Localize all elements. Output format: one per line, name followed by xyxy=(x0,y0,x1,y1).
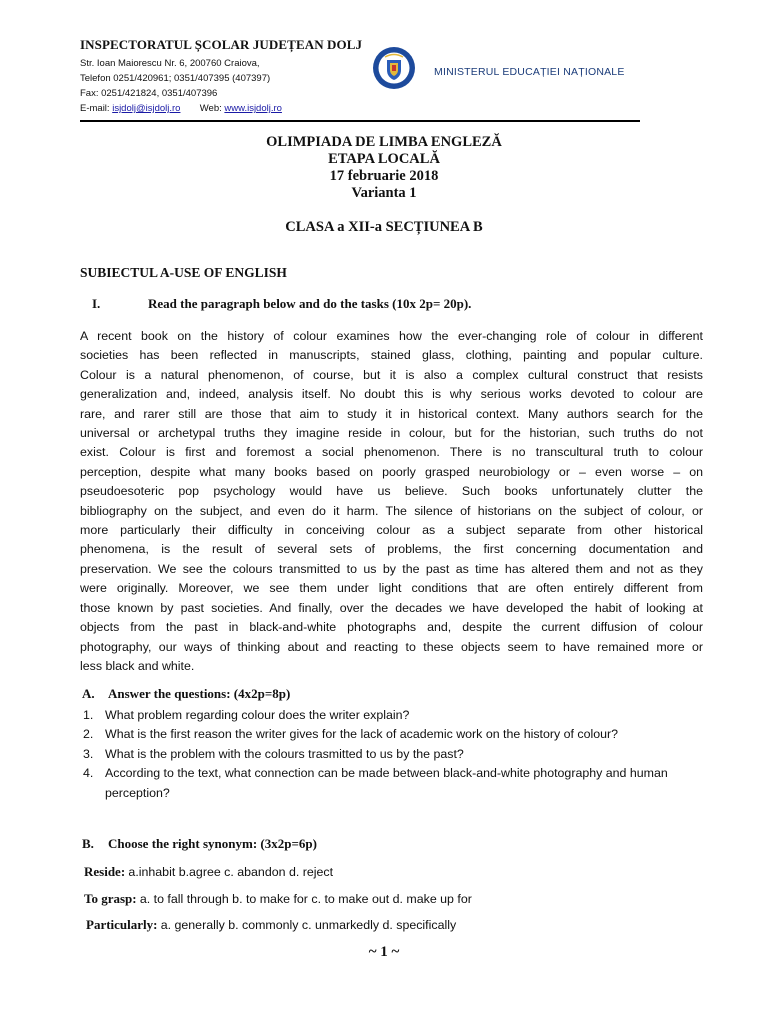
question-number: 1. xyxy=(83,708,94,722)
paragraph-line: rare, and rarer still are those that aim to study it in historical context. Many authors search for the xyxy=(80,406,703,421)
question-text: What problem regarding colour does the writer explain? xyxy=(105,708,410,722)
paragraph-line: bibliography on the subject, and even do it harm. The silence of historians on the subject of colour, or xyxy=(80,503,703,518)
address-line: Str. Ioan Maiorescu Nr. 6, 200760 Craiova, xyxy=(80,58,260,69)
section-a-letter: A. xyxy=(82,686,95,701)
ministry-name: MINISTERUL EDUCAȚIEI NAȚIONALE xyxy=(434,66,625,78)
olympiad-title-block xyxy=(0,134,768,202)
contact-line xyxy=(80,101,380,116)
reading-paragraph xyxy=(80,327,703,676)
question-number: 4. xyxy=(83,766,94,781)
section-b-letter: B. xyxy=(82,836,94,851)
phone-line: Telefon 0251/420961; 0351/407395 (407397) xyxy=(80,73,271,84)
web-link[interactable]: www.isjdolj.ro xyxy=(224,103,282,114)
paragraph-line: generalization and, indeed, analysis itself. No doubt this is why serious works devoted to colour are xyxy=(80,387,703,402)
question-text: What is the first reason the writer gives for the lack of academic work on the history of colour? xyxy=(105,727,619,742)
paragraph-line: societies has been reflected in manuscripts, stained glass, clothing, painting and popular culture. xyxy=(80,348,703,363)
question-item xyxy=(80,745,703,764)
synonym-word: To grasp: xyxy=(84,891,137,906)
section-b-heading xyxy=(80,836,317,852)
stage-title: ETAPA LOCALĂ xyxy=(328,151,440,167)
exam-date: 17 februarie 2018 xyxy=(329,168,439,184)
email-label: E-mail: xyxy=(80,103,110,114)
question-number: 3. xyxy=(83,746,94,761)
synonym-word: Reside: xyxy=(84,864,126,879)
task-number: I. xyxy=(92,296,101,311)
paragraph-line: those known by past societies. And finally, over the decades we have developed the habit of looking at xyxy=(80,600,703,615)
paragraph-line: preservation. We see the colours transmitted to us by the past as time has altered them and not as they xyxy=(80,561,703,576)
paragraph-line: objects from the past in black-and-white photographs and, despite the current diffusion of colour xyxy=(80,620,703,635)
paragraph-line: photography, our ways of thinking about and reacting to these objects seem to have remained more or xyxy=(80,639,703,654)
paragraph-line: more particularly their difficulty in conceiving colour as a subject separate from other historical xyxy=(80,523,703,538)
synonym-options: a. to fall through b. to make for c. to make out d. make up for xyxy=(139,892,472,906)
olympiad-title: OLIMPIADA DE LIMBA ENGLEZĂ xyxy=(266,134,502,150)
government-crest-icon xyxy=(372,46,416,90)
section-a-heading xyxy=(80,686,290,702)
paragraph-line: pseudoesoteric pop psychology would have us believe. Such books unfortunately clutter the xyxy=(80,484,703,499)
synonym-item-to-grasp xyxy=(84,891,472,907)
letterhead-contact-block xyxy=(80,37,380,116)
paragraph-line: phenomena, is the result of several sets of problems, the first concerning documentation and xyxy=(80,542,703,557)
paragraph-line: less black and white. xyxy=(80,658,195,673)
question-text: What is the problem with the colours trasmitted to us by the past? xyxy=(105,746,464,761)
question-item xyxy=(80,706,703,725)
paragraph-line: universal or archetypal truths they imagine reside in colour, but for the historian, such truths do not xyxy=(80,426,703,441)
subject-heading: SUBIECTUL A-USE OF ENGLISH xyxy=(80,265,287,280)
paragraph-line: Colour is a natural phenomenon, of course, but it is also a complex cultural construct that resists xyxy=(80,367,703,382)
task-instruction: Read the paragraph below and do the tasks (10x 2p= 20p). xyxy=(148,296,472,311)
synonym-word: Particularly: xyxy=(86,917,158,932)
fax-line: Fax: 0251/421824, 0351/407396 xyxy=(80,88,218,99)
class-section-title: CLASA a XII-a SECȚIUNEA B xyxy=(285,219,483,235)
question-item xyxy=(80,725,703,744)
synonym-options: a. generally b. commonly c. unmarkedly d. specifically xyxy=(160,918,457,932)
variant-label: Varianta 1 xyxy=(351,185,417,201)
paragraph-line: perception, despite what many books based on poorly grasped neurobiology or – even worse – on xyxy=(80,464,703,479)
paragraph-line: exist. Colour is first and foremost a social phenomenon. There is no transcultural truth to colour xyxy=(80,445,703,460)
header-divider xyxy=(80,120,640,122)
question-number: 2. xyxy=(83,727,94,742)
synonym-options: a.inhabit b.agree c. abandon d. reject xyxy=(128,865,334,879)
question-list xyxy=(80,706,703,803)
page-number: ~ 1 ~ xyxy=(368,944,400,960)
section-b-instruction: Choose the right synonym: (3x2p=6p) xyxy=(108,836,317,851)
question-text: According to the text, what connection can be made between black-and-white photography and human perception? xyxy=(105,766,668,800)
institution-name: INSPECTORATUL ȘCOLAR JUDEȚEAN DOLJ xyxy=(80,37,363,52)
synonym-item-particularly xyxy=(86,917,456,933)
synonym-item-reside xyxy=(84,864,333,880)
paragraph-line: were originally. Moreover, we see them under light conditions that are often entirely different from xyxy=(80,581,703,596)
section-a-instruction: Answer the questions: (4x2p=8p) xyxy=(108,686,291,701)
web-label: Web: xyxy=(199,103,222,114)
paragraph-line: A recent book on the history of colour examines how the ever-changing role of colour in different xyxy=(80,329,703,343)
task-heading xyxy=(80,296,471,312)
question-item xyxy=(80,764,703,803)
email-link[interactable]: isjdolj@isjdolj.ro xyxy=(112,103,181,114)
